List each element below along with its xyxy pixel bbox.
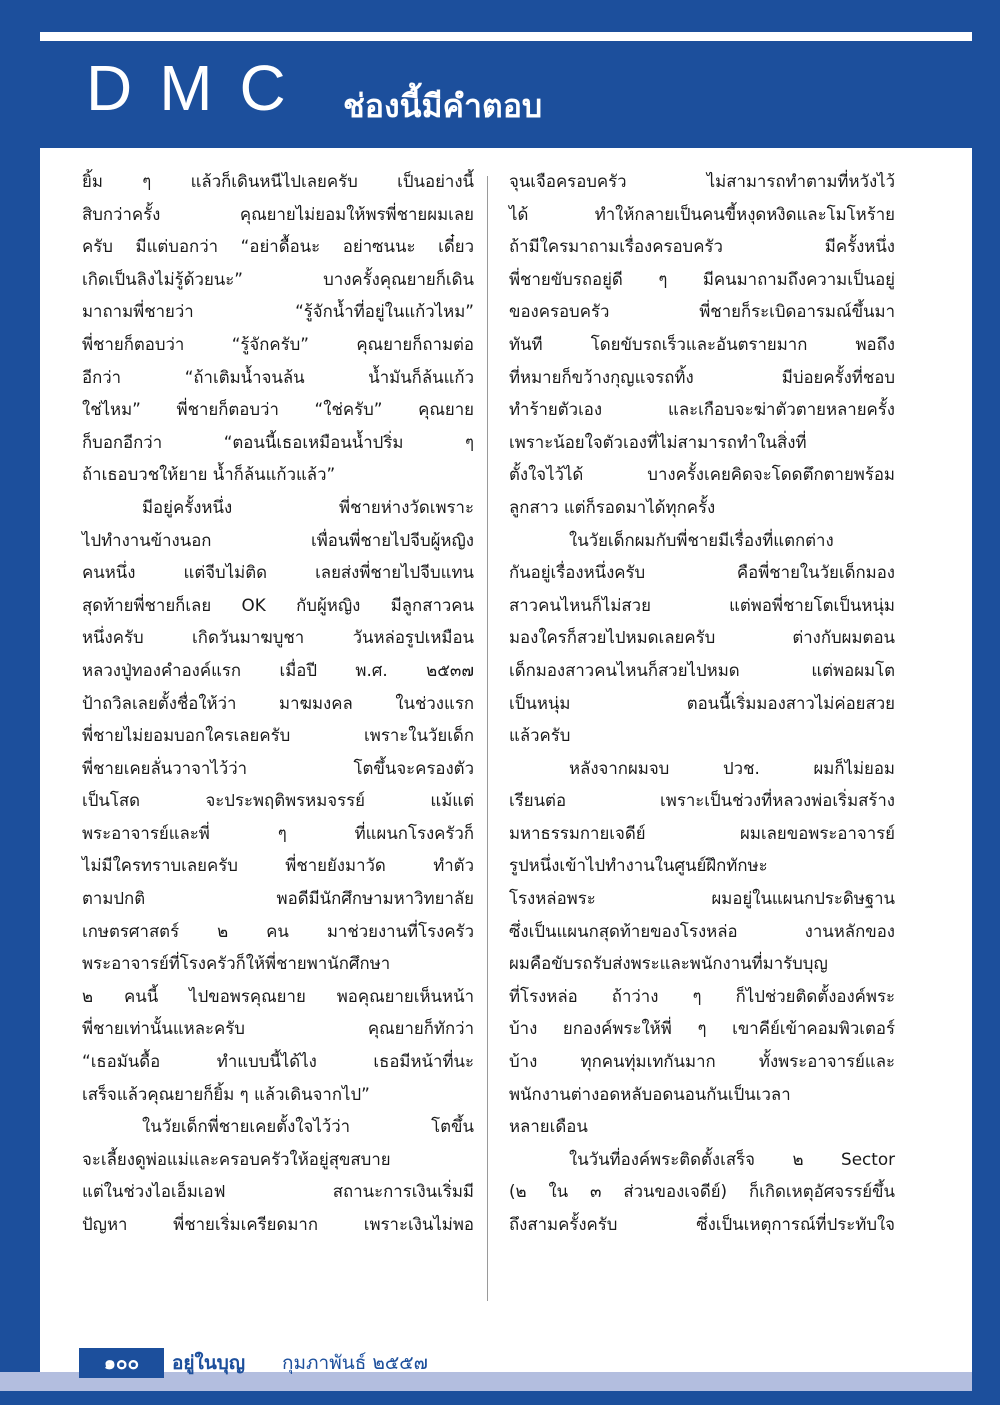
text-line: ใช่ไหม” พี่ชายก็ตอบว่า “ใช่ครับ” คุณยาย bbox=[82, 399, 474, 420]
text-line: (๒ ใน ๓ ส่วนของเจดีย์) ก็เกิดเหตุอัศจรรย์ขึ้น bbox=[509, 1181, 895, 1202]
text-line: เกิดเป็นลิงไม่รู้ด้วยนะ” บางครั้งคุณยายก็เดิน bbox=[82, 268, 474, 289]
text-line: หนึ่งครับ เกิดวันมาฆบูชา วันหล่อรูปเหมือน bbox=[82, 627, 474, 648]
text-line: เด็กมองสาวคนไหนก็สวยไปหมด แต่พอผมโต bbox=[509, 659, 895, 680]
left-border-band bbox=[0, 0, 40, 1405]
text-line: ซึ่งเป็นแผนกสุดท้ายของโรงหล่อ งานหลักของ bbox=[509, 920, 895, 941]
right-border-band bbox=[972, 0, 1000, 1405]
text-line: ทำร้ายตัวเอง และเกือบจะฆ่าตัวตายหลายครั้ง bbox=[509, 399, 895, 420]
page-number: ๑๐๐ bbox=[103, 1352, 140, 1374]
publication-name: อยู่ในบุญ bbox=[172, 1352, 246, 1374]
text-line: ปัญหา พี่ชายเริ่มเครียดมาก เพราะเงินไม่พอ bbox=[82, 1214, 474, 1234]
dmc-logo: DMC bbox=[86, 52, 313, 124]
text-line: ในวัยเด็กพี่ชายเคยตั้งใจไว้ว่า โตขึ้น bbox=[142, 1116, 474, 1137]
text-line: พนักงานต่างอดหลับอดนอนกันเป็นเวลา bbox=[509, 1083, 791, 1104]
text-line: หลายเดือน bbox=[509, 1116, 588, 1137]
text-line: พี่ชายขับรถอยู่ดี ๆ มีคนมาถามถึงความเป็นอยู่ bbox=[509, 268, 895, 289]
text-line: แต่ในช่วงไอเอ็มเอฟ สถานะการเงินเริ่มมี bbox=[82, 1181, 474, 1202]
text-line: ที่โรงหล่อ ถ้าว่าง ๆ ก็ไปช่วยติดตั้งองค์พระ bbox=[509, 985, 895, 1006]
text-line: พระอาจารย์ที่โรงครัวก็ให้พี่ชายพานักศึกษา bbox=[82, 953, 391, 974]
text-line: ยิ้ม ๆ แล้วก็เดินหนีไปเลยครับ เป็นอย่างนี้ bbox=[82, 171, 474, 191]
text-line: “เธอมันดื้อ ทำแบบนี้ได้ไง เธอมีหน้าที่นะ bbox=[82, 1051, 474, 1072]
text-line: ที่หมายก็ขว้างกุญแจรถทิ้ง มีบ่อยครั้งที่ชอบ bbox=[509, 366, 895, 387]
text-line: ถ้าเธอบวชให้ยาย น้ำก็ล้นแก้วแล้ว” bbox=[82, 464, 336, 485]
text-line: ป้าถวิลเลยตั้งชื่อให้ว่า มาฆมงคล ในช่วงแรก bbox=[82, 692, 474, 713]
text-line: ถ้ามีใครมาถามเรื่องครอบครัว มีครั้งหนึ่ง bbox=[509, 236, 895, 257]
text-line: ไปทำงานข้างนอก เพื่อนพี่ชายไปจีบผู้หญิง bbox=[82, 529, 474, 550]
footer-band-dark bbox=[0, 1391, 1000, 1405]
left-text-column bbox=[82, 165, 474, 1241]
text-line: หลังจากผมจบ ปวช. ผมก็ไม่ยอม bbox=[569, 757, 895, 778]
text-line: ครับ มีแต่บอกว่า “อย่าดื้อนะ อย่าซนนะ เดี๋ยว bbox=[82, 236, 474, 257]
text-line: พี่ชายก็ตอบว่า “รู้จักครับ” คุณยายก็ถามต่อ bbox=[82, 333, 474, 354]
text-line: สิบกว่าครั้ง คุณยายไม่ยอมให้พรพี่ชายผมเลย bbox=[82, 203, 474, 224]
text-line: คนหนึ่ง แต่จีบไม่ติด เลยส่งพี่ชายไปจีบแทน bbox=[82, 562, 474, 583]
text-line: อีกว่า “ถ้าเติมน้ำจนล้น น้ำมันก็ล้นแก้ว bbox=[82, 366, 474, 387]
text-line: เพราะน้อยใจตัวเองที่ไม่สามารถทำในสิ่งที่ bbox=[509, 431, 807, 452]
text-line: กันอยู่เรื่องหนึ่งครับ คือพี่ชายในวัยเด็กมอง bbox=[509, 562, 895, 583]
text-line: สาวคนไหนก็ไม่สวย แต่พอพี่ชายโตเป็นหนุ่ม bbox=[509, 594, 895, 615]
text-line: พี่ชายเคยลั่นวาจาไว้ว่า โตขึ้นจะครองตัว bbox=[82, 757, 474, 778]
text-line: ๒ คนนี้ ไปขอพรคุณยาย พอคุณยายเห็นหน้า bbox=[82, 985, 474, 1006]
text-line: เป็นหนุ่ม ตอนนี้เริ่มมองสาวไม่ค่อยสวย bbox=[509, 692, 895, 713]
text-line: ไม่มีใครทราบเลยครับ พี่ชายยังมาวัด ทำตัว bbox=[82, 855, 474, 876]
text-line: รูปหนึ่งเข้าไปทำงานในศูนย์ฝึกทักษะ bbox=[509, 855, 768, 876]
text-line: บ้าง ทุกคนทุ่มเทกันมาก ทั้งพระอาจารย์และ bbox=[509, 1051, 895, 1072]
text-line: พี่ชายไม่ยอมบอกใครเลยครับ เพราะในวัยเด็ก bbox=[82, 725, 474, 746]
text-line: ตามปกติ พอดีมีนักศึกษามหาวิทยาลัย bbox=[82, 888, 474, 909]
text-line: ตั้งใจไว้ได้ บางครั้งเคยคิดจะโดดตึกตายพร้อม bbox=[509, 464, 895, 485]
column-divider bbox=[487, 176, 488, 1301]
text-line: บ้าง ยกองค์พระให้พี่ ๆ เขาคีย์เข้าคอมพิวเตอร์ bbox=[509, 1018, 895, 1039]
text-line: มาถามพี่ชายว่า “รู้จักน้ำที่อยู่ในแก้วไหม” bbox=[82, 301, 474, 322]
text-line: เกษตรศาสตร์ ๒ คน มาช่วยงานที่โรงครัว bbox=[82, 920, 474, 941]
text-line: มองใครก็สวยไปหมดเลยครับ ต่างกับผมตอน bbox=[509, 627, 895, 648]
text-line: มีอยู่ครั้งหนึ่ง พี่ชายห่างวัดเพราะ bbox=[142, 496, 474, 517]
text-line: แล้วครับ bbox=[509, 725, 571, 746]
text-line: โรงหล่อพระ ผมอยู่ในแผนกประดิษฐาน bbox=[509, 888, 895, 909]
text-line: ในวัยเด็กผมกับพี่ชายมีเรื่องที่แตกต่าง bbox=[569, 529, 834, 550]
text-line: พี่ชายเท่านั้นแหละครับ คุณยายก็ทักว่า bbox=[82, 1018, 474, 1039]
text-line: ผมคือขับรถรับส่งพระและพนักงานที่มารับบุญ bbox=[509, 953, 828, 974]
text-line: เรียนต่อ เพราะเป็นช่วงที่หลวงพ่อเริ่มสร้าง bbox=[509, 790, 895, 811]
text-line: ในวันที่องค์พระติดตั้งเสร็จ ๒ Sector bbox=[569, 1148, 895, 1169]
text-line: เป็นโสด จะประพฤติพรหมจรรย์ แม้แต่ bbox=[82, 790, 474, 811]
text-line: ถึงสามครั้งครับ ซึ่งเป็นเหตุการณ์ที่ประทับใจ bbox=[509, 1214, 895, 1234]
text-line: สุดท้ายพี่ชายก็เลย OK กับผู้หญิง มีลูกสาวคน bbox=[82, 594, 474, 615]
text-line: พระอาจารย์และพี่ ๆ ที่แผนกโรงครัวก็ bbox=[82, 822, 474, 843]
text-line: ก็บอกอีกว่า “ตอนนี้เธอเหมือนน้ำปริ่ม ๆ bbox=[82, 431, 474, 452]
text-line: ของครอบครัว พี่ชายก็ระเบิดอารมณ์ขึ้นมา bbox=[509, 301, 895, 322]
footer-corner bbox=[972, 1372, 1000, 1405]
text-line: เสร็จแล้วคุณยายก็ยิ้ม ๆ แล้วเดินจากไป” bbox=[82, 1083, 370, 1104]
header-rule bbox=[40, 32, 972, 41]
section-title: ช่องนี้มีคำตอบ bbox=[343, 87, 543, 125]
right-text-column bbox=[509, 165, 895, 1241]
text-line: หลวงปู่ทองคำองค์แรก เมื่อปี พ.ศ. ๒๕๓๗ bbox=[82, 659, 474, 680]
text-line: จุนเจือครอบครัว ไม่สามารถทำตามที่หวังไว้ bbox=[509, 171, 895, 191]
text-line: มหาธรรมกายเจดีย์ ผมเลยขอพระอาจารย์ bbox=[509, 822, 895, 843]
text-line: ลูกสาว แต่ก็รอดมาได้ทุกครั้ง bbox=[509, 496, 716, 517]
issue-date: กุมภาพันธ์ ๒๕๕๗ bbox=[282, 1352, 428, 1374]
text-line: ทันที โดยขับรถเร็วและอันตรายมาก พอถึง bbox=[509, 333, 895, 354]
text-line: ได้ ทำให้กลายเป็นคนขี้หงุดหงิดและโมโหร้าย bbox=[509, 203, 895, 224]
text-line: จะเลี้ยงดูพ่อแม่และครอบครัวให้อยู่สุขสบาย bbox=[82, 1148, 391, 1169]
